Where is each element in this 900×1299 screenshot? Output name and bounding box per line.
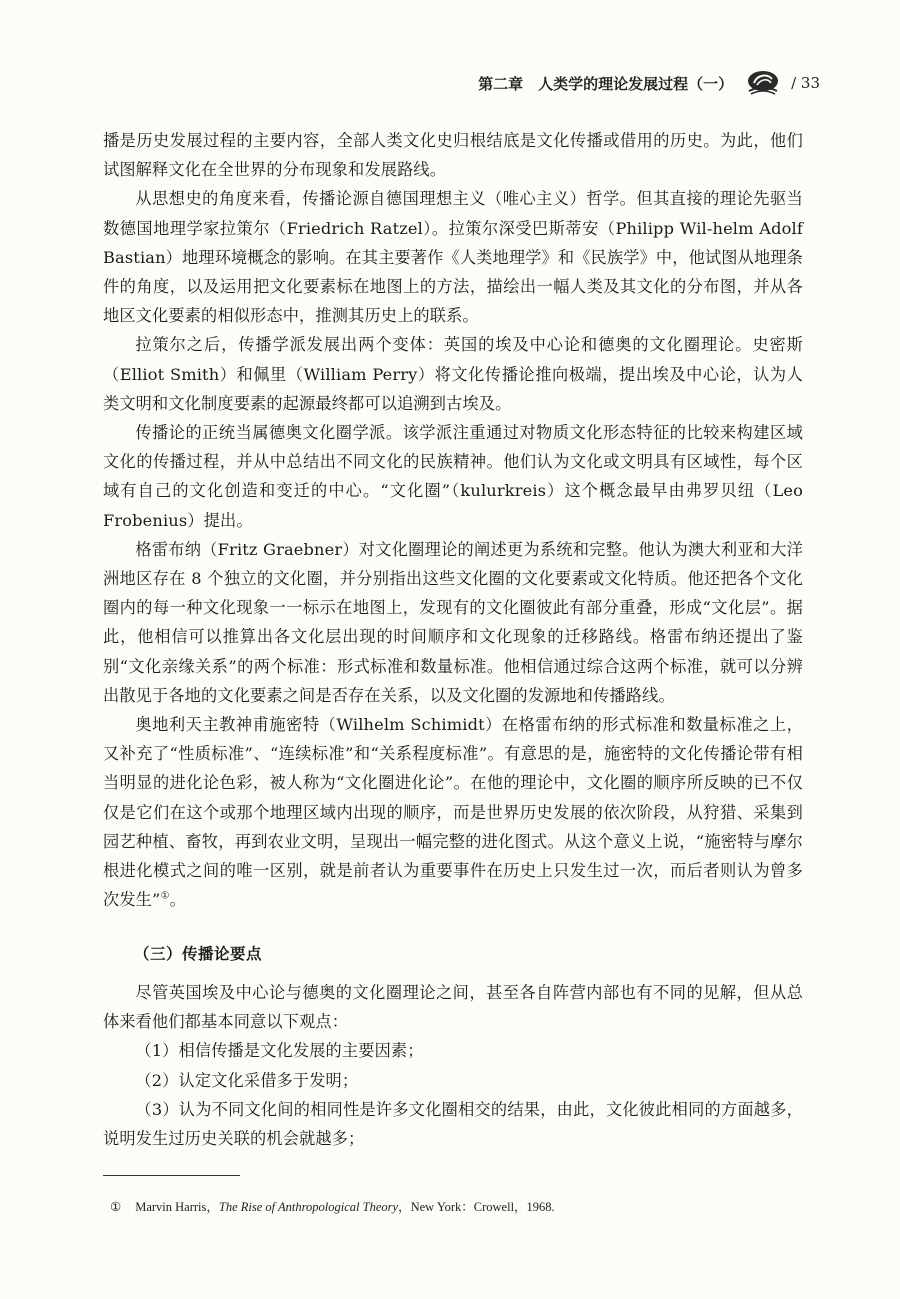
page-number: / 33: [791, 74, 820, 92]
point-2: （2）认定文化采借多于发明；: [135, 1070, 359, 1090]
footnote-reference[interactable]: ①: [160, 890, 170, 902]
footnote-publication: ，New York：Crowell，1968.: [398, 1200, 555, 1214]
footnote-author: Marvin Harris，: [135, 1200, 219, 1214]
footnote-mark: ①: [110, 1200, 122, 1214]
footnote-divider: [103, 1175, 240, 1176]
footnote-book-title: The Rise of Anthropological Theory: [218, 1200, 399, 1214]
paragraph-1: 播是历史发展过程的主要内容，全部人类文化史归根结底是文化传播或借用的历史。为此，他们试图解释文化在全世界的分布现象和发展路线。: [103, 131, 803, 180]
footnote: [110, 1197, 790, 1215]
paragraph-6: 奥地利天主教神甫施密特（Wilhelm Schimidt）在格雷布纳的形式标准和数量标准之上，又补充了“性质标准”、“连续标准”和“关系程度标准”。有意思的是，施密特的文化传播论带有相当明显的进化论色彩，被人称为“文化圈进化论”。在他的理论中，文化圈的顺序所反映的已不仅仅是它们在这个或那个地理区域内出现的顺序，而是世界历史发展的依次阶段，从狩猎、采集到园艺种植、畜牧，再到农业文明，呈现出一幅完整的进化图式。从这个意义上说，“施密特与摩尔根进化模式之间的唯一区别，就是前者认为重要事件在历史上只发生过一次，而后者则认为曾多次发生”①。: [103, 715, 803, 910]
paragraph-3: 拉策尔之后，传播学派发展出两个变体：英国的埃及中心论和德奥的文化圈理论。史密斯（Elliot Smith）和佩里（William Perry）将文化传播论推向极端，提出埃及中心论，认为人类文明和文化制度要素的起源最终都可以追溯到古埃及。: [103, 335, 803, 413]
point-1: （1）相信传播是文化发展的主要因素；: [135, 1041, 424, 1061]
section-text: [103, 978, 803, 1153]
paragraph-5: 格雷布纳（Fritz Graebner）对文化圈理论的阐述更为系统和完整。他认为澳大利亚和大洋洲地区存在 8 个独立的文化圈，并分别指出这些文化圈的文化要素或文化特质。他还把各个文化圈内的每一种文化现象一一标示在地图上，发现有的文化圈彼此有部分重叠，形成“文化层”。据此，他相信可以推算出各文化层出现的时间顺序和文化现象的迁移路线。格雷布纳还提出了鉴别“文化亲缘关系”的两个标准：形式标准和数量标准。他相信通过综合这两个标准，就可以分辨出散见于各地的文化要素之间是否存在关系，以及文化圈的发源地和传播路线。: [103, 539, 803, 705]
point-3: （3）认为不同文化间的相同性是许多文化圈相交的结果，由此，文化彼此相同的方面越多，说明发生过历史关联的机会就越多；: [103, 1099, 803, 1149]
paragraph-6-text: 奥地利天主教神甫施密特（Wilhelm Schimidt）在格雷布纳的形式标准和数量标准之上，又补充了“性质标准”、“连续标准”和“关系程度标准”。有意思的是，施密特的文化传播论带有相当明显的进化论色彩，被人称为“文化圈进化论”。在他的理论中，文化圈的顺序所反映的已不仅仅是它们在这个或那个地理区域内出现的顺序，而是世界历史发展的依次阶段，从狩猎、采集到园艺种植、畜牧，再到农业文明，呈现出一幅完整的进化图式。从这个意义上说，“施密特与摩尔根进化模式之间的唯一区别，就是前者认为重要事件在历史上只发生过一次，而后者则认为曾多次发生”: [103, 715, 803, 910]
section-intro: 尽管英国埃及中心论与德奥的文化圈理论之间，甚至各自阵营内部也有不同的见解，但从总体来看他们都基本同意以下观点：: [103, 983, 803, 1032]
main-text: [103, 126, 803, 914]
paragraph-4: 传播论的正统当属德奥文化圈学派。该学派注重通过对物质文化形态特征的比较来构建区域文化的传播过程，并从中总结出不同文化的民族精神。他们认为文化或文明具有区域性，每个区域有自己的文化创造和变迁的中心。“文化圈”（kulurkreis）这个概念最早由弗罗贝纽（Leo Frobenius）提出。: [103, 423, 803, 530]
paragraph-2: 从思想史的角度来看，传播论源自德国理想主义（唯心主义）哲学。但其直接的理论先驱当数德国地理学家拉策尔（Friedrich Ratzel）。拉策尔深受巴斯蒂安（Philipp Wil-helm Adolf Bastian）地理环境概念的影响。在其主要著作《人类地理学》和《民族学》中，他试图从地理条件的角度，以及运用把文化要素标在地图上的方法，描绘出一幅人类及其文化的分布图，并从各地区文化要素的相似形态中，推测其历史上的联系。: [103, 189, 803, 326]
publisher-logo-icon: [745, 69, 781, 97]
section-heading: （三）传播论要点: [134, 945, 263, 963]
chapter-title: 第二章 人类学的理论发展过程（一）: [478, 74, 734, 93]
running-header: [440, 68, 820, 98]
